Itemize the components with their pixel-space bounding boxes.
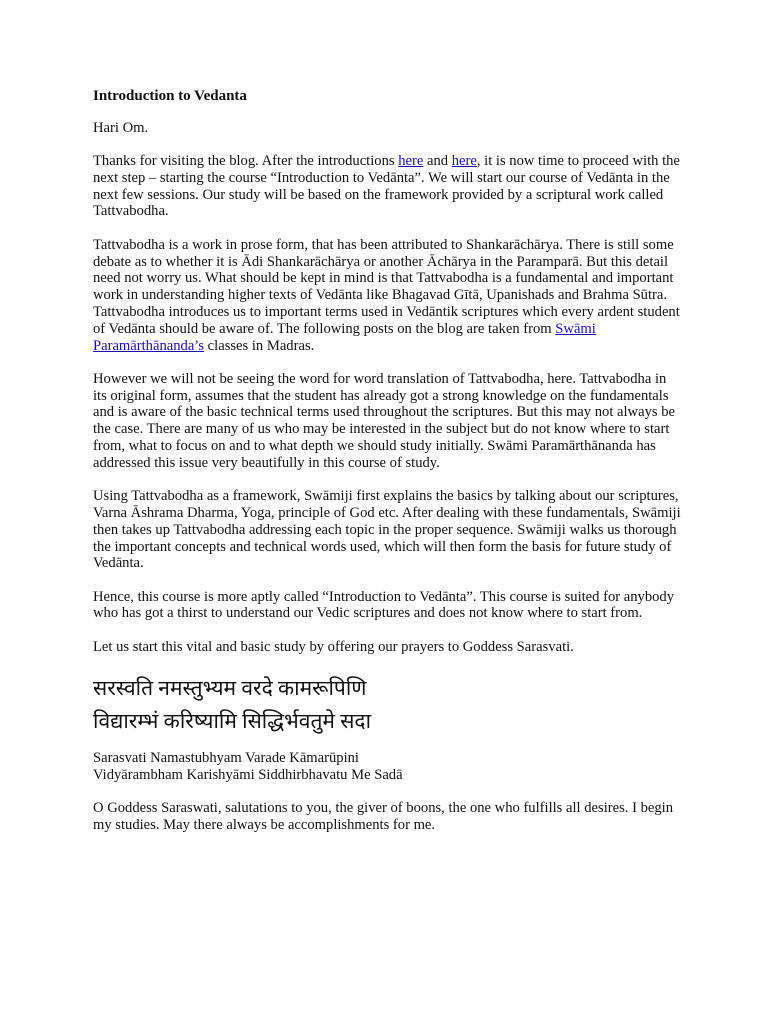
paragraph-translation: O Goddess Saraswati, salutations to you, the giver of boons, the one who fulfills all desires. I begin my studies. May there always be accomplishments for me. <box>93 800 674 833</box>
document-body <box>93 88 683 850</box>
paragraph-framework: Using Tattvabodha as a framework, Swāmiji first explains the basics by talking about our scriptures, Varna Āshrama Dharma, Yoga, principle of God etc. After dealing with these fundamentals, Swāmiji then takes up Tattvabodha addressing each topic in the proper sequence. Swāmiji walks us thorough the important concepts and technical words used, which will then form the basis for future study of Vedānta. <box>93 488 681 572</box>
paragraph-intro-text-b: and <box>423 153 452 170</box>
sanskrit-line-1: सरस्वति नमस्तुभ्यम वरदे कामरूपिणि <box>93 676 367 701</box>
greeting: Hari Om. <box>93 119 149 136</box>
page-title: Introduction to Vedanta <box>93 88 247 104</box>
paragraph-intro-text-a: Thanks for visiting the blog. After the introductions <box>93 153 399 170</box>
paragraph-prayer-intro: Let us start this vital and basic study by offering our prayers to Goddess Sarasvati. <box>93 638 574 655</box>
sanskrit-verse <box>93 672 683 738</box>
paragraph-tattvabodha-text-a: Tattvabodha is a work in prose form, that has been attributed to Shankarāchārya. There is still some debate as to whether it is Ādi Shankarāchārya or another Āchārya in the Paramparā. But this detail need not worry us. What should be kept in mind is that Tattvabodha is a fundamental and important work in understanding higher texts of Vedānta like Bhagavad Gītā, Upanishads and Brahma Sūtra. Tattvabodha introduces us to important terms used in Vedāntik scriptures which every ardent student of Vedānta should be aware of. The following posts on the blog are taken from <box>93 236 680 337</box>
here-link-1[interactable]: here <box>398 153 424 170</box>
transliteration-line-1: Sarasvati Namastubhyam Varade Kāmarūpini <box>93 750 359 767</box>
paragraph-intro <box>93 153 683 220</box>
here-link-2[interactable]: here <box>451 153 477 170</box>
paragraph-tattvabodha <box>93 237 683 355</box>
paragraph-intro-text-c: , it is now time to proceed with the next step – starting the course “Introduction to Vedānta”. We will start our course of Vedānta in the next few sessions. Our study will be based on the framework provided by a scriptural work called Tattvabodha. <box>93 153 680 220</box>
sanskrit-line-2: विद्यारम्भं करिष्यामि सिद्धिर्भवतुमे सदा <box>93 709 372 734</box>
swami-paramarthananda-link[interactable]: Swāmi Paramārthānanda’s <box>93 320 596 354</box>
paragraph-approach: However we will not be seeing the word for word translation of Tattvabodha, here. Tattvabodha in its original form, assumes that the student has already got a strong knowledge on the fundamentals and is aware of the basic technical terms used throughout the scriptures. But this may not always be the case. There are many of us who may be interested in the subject but do not know where to start from, what to focus on and to what depth we should study initially. Swāmi Paramārthānanda has addressed this issue very beautifully in this course of study. <box>93 370 675 471</box>
paragraph-tattvabodha-text-b: classes in Madras. <box>204 337 315 354</box>
paragraph-course: Hence, this course is more aptly called “Introduction to Vedānta”. This course is suited for anybody who has got a thirst to understand our Vedic scriptures and does not know where to start from. <box>93 588 675 622</box>
transliteration-line-2: Vidyārambham Karishyāmi Siddhirbhavatu Me Sadā <box>93 766 403 783</box>
transliteration <box>93 750 683 784</box>
